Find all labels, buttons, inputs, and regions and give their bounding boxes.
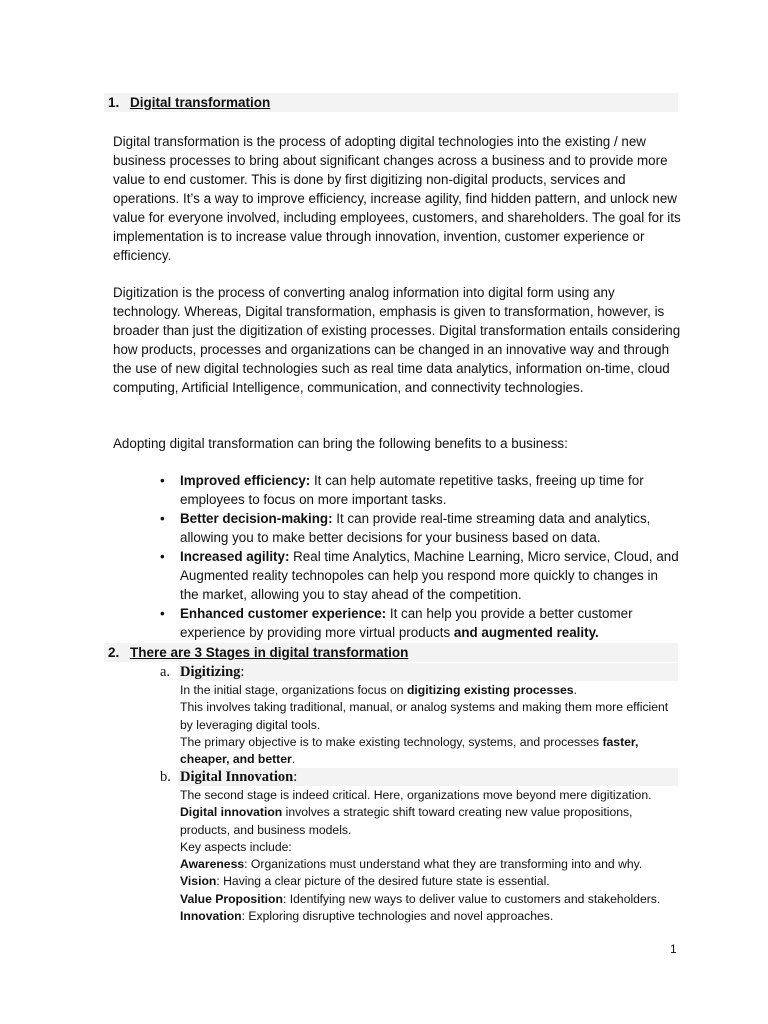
stage-b-body bbox=[160, 787, 680, 925]
stage-a-label bbox=[160, 663, 680, 682]
stage-a-line-3 bbox=[180, 734, 680, 769]
aspect-item bbox=[180, 856, 680, 873]
aspect-item bbox=[180, 873, 680, 890]
stage-b-title: Digital Innovation bbox=[180, 769, 294, 785]
stage-a-line-1-text: In the initial stage, organizations focus on bbox=[180, 683, 407, 697]
aspect-item bbox=[180, 908, 680, 925]
stage-a-line-3-end: . bbox=[291, 752, 296, 767]
aspect-item bbox=[180, 891, 680, 908]
stage-a-colon: : bbox=[240, 664, 245, 680]
bullet-term: Increased agility: bbox=[180, 549, 290, 564]
section1-number: 1. bbox=[108, 95, 120, 110]
section1-title: Digital transformation bbox=[130, 95, 271, 110]
paragraph-1-text: Digital transformation is the process of adopting digital technologies into the existing / new business processes to bring about significant changes across a business and to provide more value to end customer. This is done by first digitizing non-digital products, services and operations. It’s a way to improve efficiency, increase agility, find hidden pattern, and unlock new value for everyone involved, including employees, customers, and shareholders. The goal for its implementation is to increase value through innovation, invention, customer experience or efficiency. bbox=[113, 134, 681, 263]
bullet-text: It can help automate repetitive tasks, freeing up time for employees to focus on more important tasks. bbox=[180, 473, 644, 507]
stage-b-line-1: The second stage is indeed critical. Here, organizations move beyond mere digitization. bbox=[180, 788, 652, 802]
bullet-text: Real time Analytics, Machine Learning, Micro service, Cloud, and Augmented reality technopoles can help you respond more quickly to changes in the market, allowing you to stay ahead of the competition. bbox=[180, 549, 679, 602]
stage-a-line-1-end: . bbox=[573, 683, 577, 697]
stage-a-line-2: This involves taking traditional, manual, or analog systems and making them more efficient by leveraging digital tools. bbox=[180, 700, 669, 732]
list-item bbox=[160, 604, 680, 642]
stage-b bbox=[160, 768, 680, 925]
paragraph-3 bbox=[113, 434, 683, 453]
stage-b-label bbox=[160, 768, 680, 787]
section2-heading bbox=[108, 643, 408, 662]
benefits-list bbox=[160, 471, 680, 642]
bullet-icon: • bbox=[160, 511, 165, 526]
stage-a-title: Digitizing bbox=[180, 664, 241, 680]
paragraph-2 bbox=[113, 283, 683, 397]
stage-a bbox=[160, 663, 680, 768]
stage-a-body bbox=[160, 682, 680, 768]
bullet-text: It can provide real-time streaming data and analytics, allowing you to make better decisions for your business based on data. bbox=[180, 511, 651, 545]
aspect-term: Awareness bbox=[180, 857, 245, 872]
stage-b-letter: b. bbox=[160, 769, 171, 785]
stage-b-line-2-text: involves a strategic shift toward creating new value propositions, products, and business models. bbox=[180, 805, 633, 837]
aspect-desc: : Having a clear picture of the desired future state is essential. bbox=[216, 874, 550, 889]
paragraph-2-text: Digitization is the process of converting analog information into digital form using any technology. Whereas, Digital transformation, emphasis is given to transformation, however, is broader than just the digitization of existing processes. Digital transformation entails considering how products, processes and organizations can be changed in an innovative way and through the use of new digital technologies such as real time data analytics, information on-time, cloud computing, Artificial Intelligence, communication, and connectivity technologies. bbox=[113, 285, 681, 395]
section2-number: 2. bbox=[108, 645, 120, 660]
stage-a-line-3-bold: faster, cheaper, and better bbox=[180, 734, 639, 767]
aspect-term: Vision bbox=[180, 874, 217, 889]
section1-heading bbox=[108, 93, 270, 112]
stage-b-colon: : bbox=[293, 769, 298, 785]
bullet-term: Improved efficiency: bbox=[180, 473, 311, 488]
bullet-term: Better decision-making: bbox=[180, 511, 333, 526]
stage-a-line-3-text: The primary objective is to make existing technology, systems, and processes bbox=[180, 734, 603, 749]
aspect-desc: : Organizations must understand what they are transforming into and why. bbox=[244, 857, 643, 872]
list-item bbox=[160, 509, 680, 547]
stage-a-letter: a. bbox=[160, 664, 171, 680]
bullet-tail: and augmented reality. bbox=[453, 625, 599, 640]
bullet-icon: • bbox=[160, 606, 165, 621]
aspect-desc: : Identifying new ways to deliver value to customers and stakeholders. bbox=[282, 891, 661, 906]
stage-b-line-3: Key aspects include: bbox=[180, 839, 292, 854]
stage-b-line-2-bold: Digital innovation bbox=[180, 805, 283, 820]
list-item bbox=[160, 547, 680, 604]
stage-a-line-1-bold: digitizing existing processes bbox=[406, 683, 574, 697]
bullet-icon: • bbox=[160, 473, 165, 488]
paragraph-1 bbox=[113, 132, 683, 265]
section2-title: There are 3 Stages in digital transformation bbox=[130, 645, 409, 660]
paragraph-3-text: Adopting digital transformation can bring the following benefits to a business: bbox=[113, 436, 568, 451]
bullet-term: Enhanced customer experience: bbox=[180, 606, 387, 621]
list-item bbox=[160, 471, 680, 509]
aspect-term: Innovation bbox=[180, 909, 242, 924]
aspect-term: Value Proposition bbox=[180, 891, 283, 906]
stage-b-line-2 bbox=[180, 804, 680, 839]
aspect-desc: : Exploring disruptive technologies and novel approaches. bbox=[241, 909, 554, 924]
bullet-icon: • bbox=[160, 549, 165, 564]
page-number: 1 bbox=[670, 942, 677, 956]
bullet-text: It can help you provide a better customer experience by providing more virtual products bbox=[180, 606, 633, 640]
stage-a-line-1 bbox=[180, 682, 680, 699]
